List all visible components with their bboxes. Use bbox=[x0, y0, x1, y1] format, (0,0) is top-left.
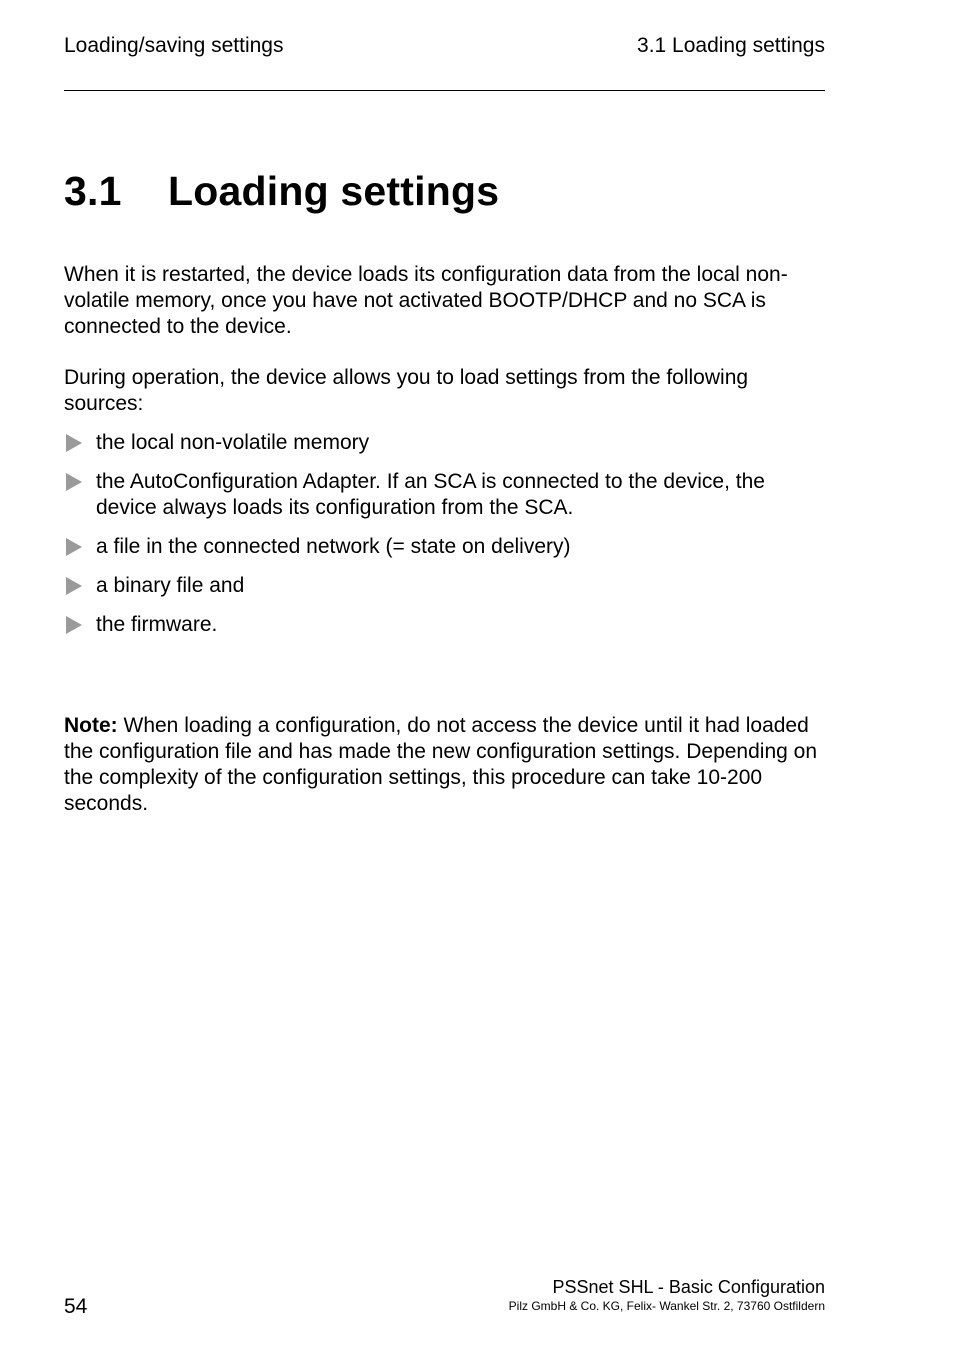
note-paragraph bbox=[64, 713, 825, 817]
header-section-title: 3.1 Loading settings bbox=[637, 34, 825, 57]
list-item bbox=[64, 534, 825, 560]
list-item-text: a file in the connected network (= state on delivery) bbox=[96, 535, 571, 558]
header-divider bbox=[64, 90, 825, 91]
intro-paragraph: When it is restarted, the device loads its configuration data from the local non-volatile memory, once you have not activated BOOTP/DHCP and no SCA is connected to the device. bbox=[64, 263, 788, 338]
footer-address: Pilz GmbH & Co. KG, Felix- Wankel Str. 2, 73760 Ostfildern bbox=[508, 1299, 825, 1313]
section-heading bbox=[64, 167, 499, 215]
list-item-text: a binary file and bbox=[96, 574, 245, 597]
sources-paragraph: During operation, the device allows you to load settings from the following sources: bbox=[64, 366, 749, 415]
footer-document-title: PSSnet SHL - Basic Configuration bbox=[552, 1277, 825, 1297]
list-item-text: the local non-volatile memory bbox=[96, 431, 370, 454]
list-item bbox=[64, 469, 825, 521]
triangle-right-icon bbox=[66, 434, 82, 452]
triangle-right-icon bbox=[66, 616, 82, 634]
triangle-right-icon bbox=[66, 577, 82, 595]
list-item-text: the AutoConfiguration Adapter. If an SCA is connected to the device, the device always loads its configuration from the SCA. bbox=[96, 470, 765, 519]
list-item bbox=[64, 573, 825, 599]
list-item bbox=[64, 612, 825, 638]
triangle-right-icon bbox=[66, 473, 82, 491]
header-chapter-title: Loading/saving settings bbox=[64, 34, 284, 57]
section-title: Loading settings bbox=[168, 168, 500, 215]
footer-info bbox=[509, 1276, 825, 1314]
list-item bbox=[64, 430, 825, 456]
note-label: Note: bbox=[64, 714, 118, 737]
page-number: 54 bbox=[64, 1295, 88, 1318]
list-item-text: the firmware. bbox=[96, 613, 218, 636]
sources-list bbox=[64, 430, 825, 651]
triangle-right-icon bbox=[66, 538, 82, 556]
section-number: 3.1 bbox=[64, 168, 122, 215]
running-header bbox=[64, 33, 825, 59]
note-text: When loading a configuration, do not access the device until it had loaded the configuration file and has made the new configuration settings. Depending on the complexity of the configuration settings, this procedure can take 10-200 seconds. bbox=[64, 714, 818, 815]
